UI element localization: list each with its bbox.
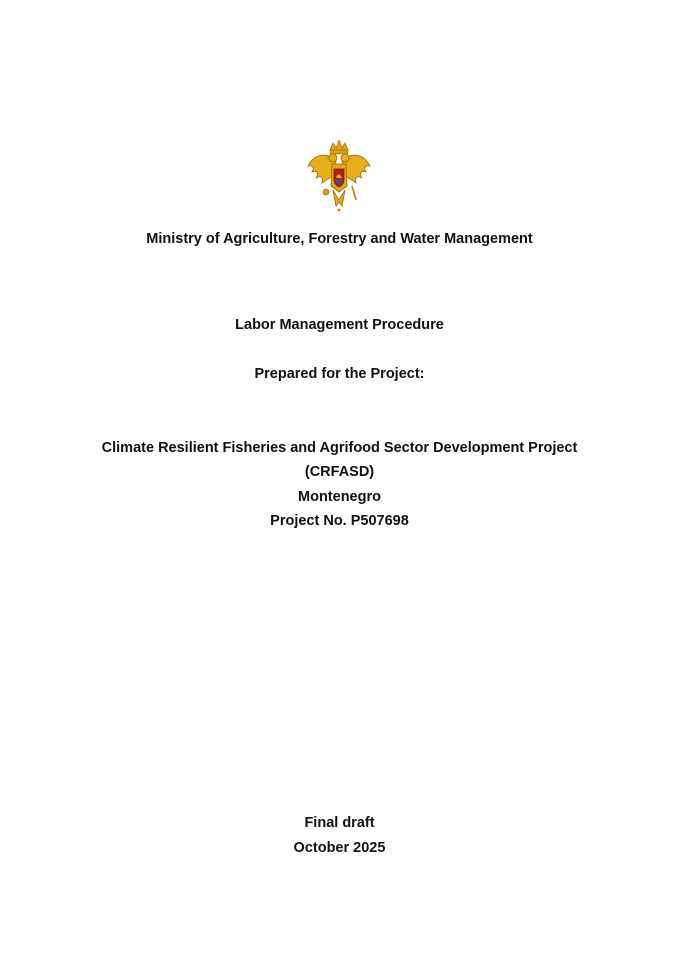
project-number: Project No. P507698: [270, 513, 409, 529]
ministry-name: Ministry of Agriculture, Forestry and Water Management: [146, 231, 533, 247]
document-status: Final draft: [304, 815, 375, 831]
coat-of-arms-icon: [306, 140, 372, 212]
project-acronym: (CRFASD): [304, 464, 375, 480]
country-name: Montenegro: [298, 489, 381, 505]
project-name: Climate Resilient Fisheries and Agrifood Sector Development Project: [101, 440, 578, 456]
document-title: Labor Management Procedure: [235, 317, 444, 333]
prepared-for-label: Prepared for the Project:: [254, 366, 425, 382]
document-date: October 2025: [293, 840, 386, 856]
